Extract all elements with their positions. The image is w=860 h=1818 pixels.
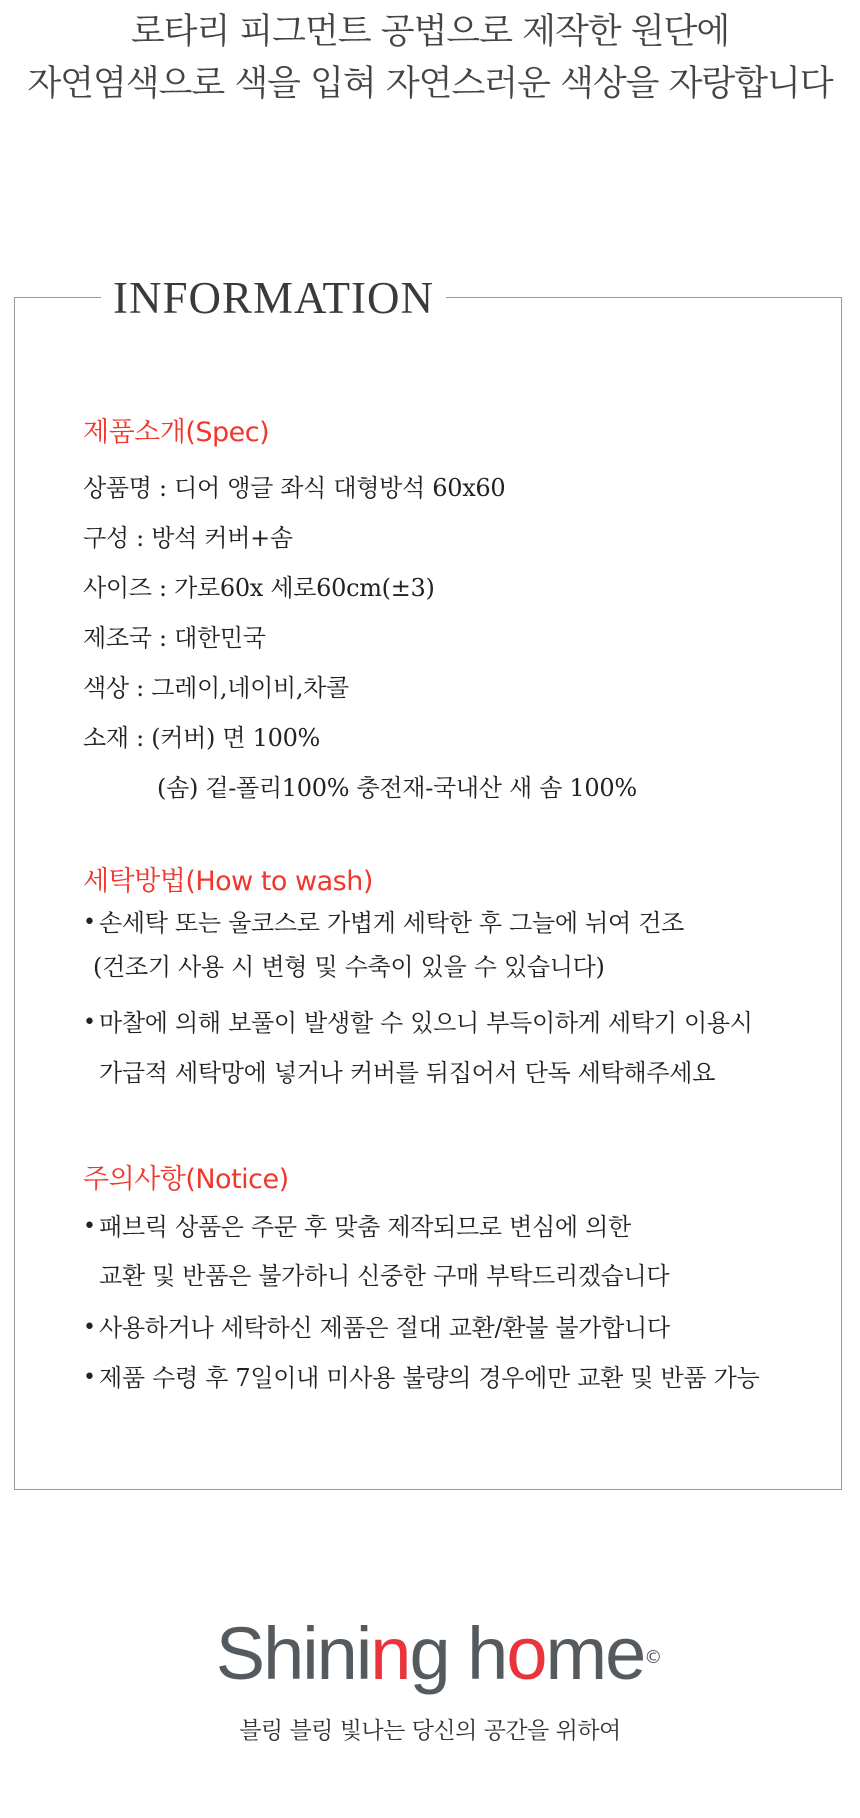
spec-material: 소재 : (커버) 면 100%: [83, 724, 321, 752]
wordmark-accent: o: [506, 1612, 546, 1695]
wash-item-cont: 가급적 세탁망에 넣거나 커버를 뒤집어서 단독 세탁해주세요: [99, 1059, 716, 1087]
notice-item-text: 사용하거나 세탁하신 제품은 절대 교환/환불 불가합니다: [99, 1314, 670, 1342]
intro-copy: [0, 0, 860, 110]
wash-item-cont: (건조기 사용 시 변형 및 수축이 있을 수 있습니다): [93, 953, 605, 981]
spec-heading: 제품소개(Spec): [83, 417, 270, 448]
information-title: INFORMATION: [101, 270, 446, 326]
wash-item: [83, 902, 823, 990]
wordmark-part: me: [545, 1612, 645, 1695]
spec-section: [83, 413, 823, 813]
brand-wordmark: [215, 1612, 661, 1695]
spec-composition: 구성 : 방석 커버+솜: [83, 524, 293, 552]
spec-origin: 제조국 : 대한민국: [83, 624, 266, 652]
notice-item-cont: 교환 및 반품은 불가하니 신중한 구매 부탁드리겠습니다: [99, 1262, 670, 1290]
wash-heading: 세탁방법(How to wash): [83, 866, 373, 897]
bullet-icon: •: [83, 910, 96, 935]
notice-item: [83, 1354, 823, 1402]
notice-item-text: 패브릭 상품은 주문 후 맞춤 제작되므로 변심에 의한: [99, 1213, 631, 1241]
spec-product-name: 상품명 : 디어 앵글 좌식 대형방석 60x60: [83, 474, 506, 502]
wordmark-accent: n: [370, 1612, 410, 1695]
brand-logo: [0, 1614, 860, 1745]
spec-size: 사이즈 : 가로60x 세로60cm(±3): [83, 574, 435, 602]
notice-item: [83, 1204, 823, 1302]
notice-section: [83, 1160, 823, 1402]
wash-item-text: 손세탁 또는 울코스로 가볍게 세탁한 후 그늘에 뉘여 건조: [99, 909, 684, 937]
wordmark-part: Shini: [215, 1612, 371, 1695]
bullet-icon: •: [83, 1315, 96, 1340]
wash-section: [83, 862, 823, 1100]
bullet-icon: •: [83, 1365, 96, 1390]
notice-item-text: 제품 수령 후 7일이내 미사용 불량의 경우에만 교환 및 반품 가능: [99, 1364, 760, 1392]
notice-heading: 주의사항(Notice): [83, 1164, 289, 1195]
intro-line-1: 로타리 피그먼트 공법으로 제작한 원단에: [130, 12, 730, 52]
copyright-icon: ©: [644, 1647, 661, 1668]
wash-item: [83, 1000, 823, 1100]
spec-colors: 색상 : 그레이,네이비,차콜: [83, 674, 349, 702]
bullet-icon: •: [83, 1010, 96, 1035]
brand-tagline: 블링 블링 빛나는 당신의 공간을 위하여: [239, 1718, 621, 1744]
wash-item-text: 마찰에 의해 보풀이 발생할 수 있으니 부득이하게 세탁기 이용시: [99, 1009, 753, 1037]
wordmark-part: g h: [409, 1612, 507, 1695]
bullet-icon: •: [83, 1214, 96, 1239]
notice-item: [83, 1302, 823, 1354]
spec-material-filling: (솜) 겉-폴리100% 충전재-국내산 새 솜 100%: [157, 774, 637, 802]
intro-line-2: 자연염색으로 색을 입혀 자연스러운 색상을 자랑합니다: [27, 64, 833, 104]
information-box: [14, 273, 842, 1490]
